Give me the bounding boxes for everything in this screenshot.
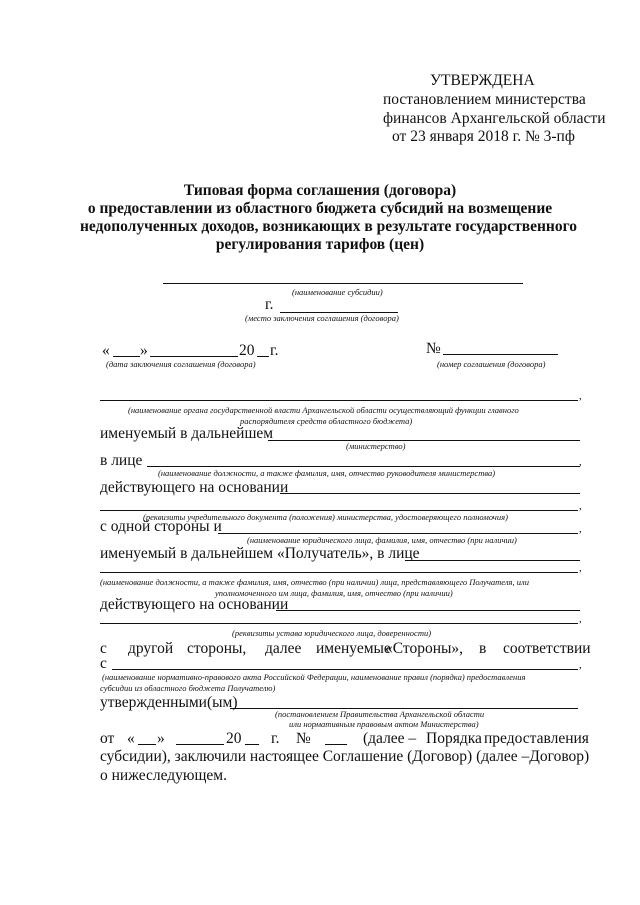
legal-act-caption-1: (наименование нормативно-правового акта Российской Федерации, наименование правил (порядка) предоставления <box>102 672 526 682</box>
subsidy-name-caption: (наименование субсидии) <box>292 287 383 297</box>
title-line-2: о предоставлении из областного бюджета субсидий на возмещение <box>87 200 553 217</box>
comma-mark: , <box>579 390 582 402</box>
from-year-suffix: г. <box>271 730 280 747</box>
approval-line-1: постановлением министерства <box>383 91 586 108</box>
charter-caption: (реквизиты устава юридического лица, доверенности) <box>232 628 432 638</box>
from-provision: предоставления <box>484 730 589 747</box>
recipient-person-field-2[interactable] <box>100 572 578 573</box>
day-field[interactable] <box>113 356 140 357</box>
acting-basis-field[interactable] <box>280 493 580 494</box>
as-follows-line: о нижеследующем. <box>100 767 227 784</box>
date-caption: (дата заключения соглашения (договора) <box>106 359 256 369</box>
acting-basis-label: действующего на основании <box>100 479 289 496</box>
date-close-quote: » <box>140 342 148 359</box>
legal-act-field[interactable] <box>112 669 578 670</box>
place-caption: (место заключения соглашения (договора) <box>245 313 399 323</box>
from-year-prefix: 20 <box>226 730 242 747</box>
legal-entity-field[interactable] <box>218 533 578 534</box>
resolution-caption-1: (постановлением Правительства Архангельской области <box>275 709 485 719</box>
from-number-sign: № <box>296 730 311 747</box>
other-side-word-6: «Стороны», <box>385 640 464 657</box>
recipient-rep-caption-2: уполномоченного им лица, фамилия, имя, отчество (при наличии) <box>215 588 453 598</box>
date-open-quote: « <box>102 342 110 359</box>
comma-mark: , <box>579 456 582 468</box>
from-word: от <box>100 730 115 747</box>
title-line-4: регулирования тарифов (цен) <box>215 236 425 253</box>
authority-field[interactable] <box>100 400 578 401</box>
number-caption: (номер соглашения (договора) <box>437 359 546 369</box>
acting-basis-field-2[interactable] <box>100 510 578 511</box>
in-person-label: в лице <box>100 452 143 469</box>
comma-mark: , <box>579 562 582 574</box>
other-side-word-2: другой <box>128 640 174 657</box>
position-caption: (наименование должности, а также фамилия, имя, отчество руководителя министерства) <box>158 468 496 478</box>
other-side-word-7: в <box>479 640 487 657</box>
recipient-person-field[interactable] <box>405 560 580 561</box>
from-number-field[interactable] <box>325 744 347 745</box>
recipient-label: именуемый в дальнейшем «Получатель», в лице <box>100 545 420 562</box>
hereinafter-label: именуемый в дальнейшем <box>100 425 274 442</box>
other-side-word-1: с <box>100 640 107 657</box>
comma-mark: , <box>579 500 582 512</box>
authority-caption-1: (наименование органа государственной власти Архангельской области осуществляющий функции главного <box>128 405 519 415</box>
number-field[interactable] <box>443 354 558 355</box>
approval-line-2: финансов Архангельской области <box>383 110 606 127</box>
other-side-word-3: стороны, <box>187 640 247 657</box>
approved-label: утвержденными(ым) <box>100 694 238 711</box>
other-side-word-5: именуемые <box>316 640 391 657</box>
concluded-line: субсидии), заключили настоящее Соглашение (Договор) (далее –Договор) <box>100 748 590 765</box>
from-month-field[interactable] <box>176 744 224 745</box>
year-field[interactable] <box>257 356 269 357</box>
legal-act-caption-2: субсидии из областного бюджета Получателю) <box>100 683 276 693</box>
from-procedure: Порядка <box>426 730 482 747</box>
from-day-field[interactable] <box>138 744 156 745</box>
ministry-alias-field[interactable] <box>268 440 580 441</box>
from-open-quote: « <box>127 730 135 747</box>
acting-basis-label-2: действующего на основании <box>100 596 289 613</box>
number-sign: № <box>426 340 441 357</box>
approval-heading: УТВЕРЖДЕНА <box>430 72 535 89</box>
year-suffix: г. <box>270 342 279 359</box>
other-side-word-8: соответствии <box>503 640 591 657</box>
other-side-word-4: далее <box>265 640 302 657</box>
subsidy-name-field[interactable] <box>163 283 523 284</box>
title-line-1: Типовая форма соглашения (договора) <box>183 182 457 199</box>
comma-mark: , <box>579 523 582 535</box>
title-line-3: недополученных доходов, возникающих в результате государственного <box>80 218 578 235</box>
approval-line-3: от 23 января 2018 г. № 3-пф <box>392 128 575 145</box>
legal-entity-caption: (наименование юридического лица, фамилия, имя, отчество (при наличии) <box>247 535 517 545</box>
city-prefix: г. <box>265 296 274 313</box>
authority-caption-2: распорядителя средств областного бюджета) <box>240 416 413 426</box>
resolution-caption-2: или нормативным правовым актом Министерства) <box>289 719 479 729</box>
from-hereinafter: (далее – <box>363 730 417 747</box>
ministry-caption: (министерство) <box>346 441 406 451</box>
comma-mark: , <box>579 613 582 625</box>
charter-field-2[interactable] <box>100 623 578 624</box>
recipient-rep-caption-1: (наименование должности, а также фамилия, имя, отчество (при наличии) лица, представляющего Получателя, или <box>100 577 529 587</box>
position-field[interactable] <box>147 466 580 467</box>
from-year-field[interactable] <box>245 744 259 745</box>
year-prefix: 20 <box>239 342 255 359</box>
from-close-quote: » <box>157 730 165 747</box>
month-field[interactable] <box>150 356 238 357</box>
charter-field[interactable] <box>276 610 580 611</box>
one-side-label: с одной стороны и <box>100 518 222 535</box>
with-prefix: с <box>100 655 107 672</box>
comma-mark: , <box>579 659 582 671</box>
founding-doc-caption: (реквизиты учредительного документа (положения) министерства, удостоверяющего полномочия) <box>143 512 508 522</box>
